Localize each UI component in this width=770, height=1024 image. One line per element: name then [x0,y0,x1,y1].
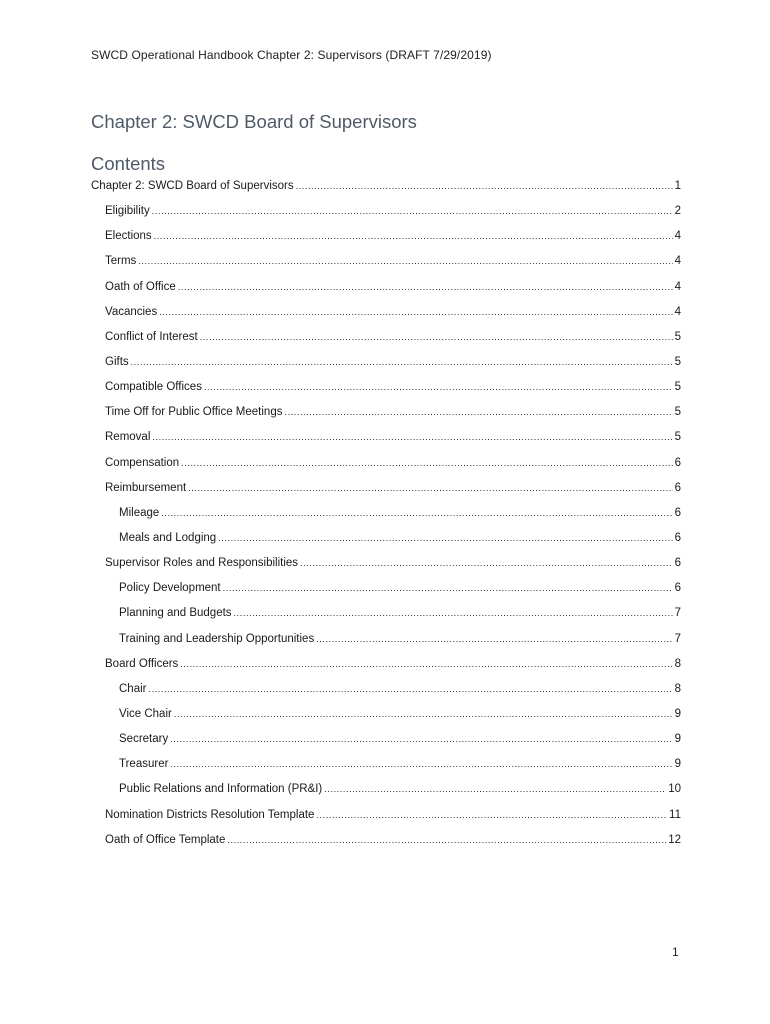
toc-entry-page-number[interactable]: 6 [674,557,681,570]
toc-entry-label[interactable]: Nomination Districts Resolution Template [105,808,315,821]
toc-entry-label[interactable]: Vacancies [105,305,158,318]
toc-entry-page-number[interactable]: 5 [674,381,681,394]
table-of-contents [91,180,681,859]
toc-leader-dots [152,207,673,216]
toc-entry-page-number[interactable]: 4 [674,230,681,243]
toc-entry-label[interactable]: Oath of Office [105,280,176,293]
toc-leader-dots [223,584,673,593]
toc-entry[interactable] [91,809,681,834]
contents-heading: Contents [91,153,166,174]
toc-entry[interactable] [91,783,681,808]
toc-leader-dots [159,308,672,317]
toc-entry-page-number[interactable]: 10 [668,783,681,796]
page-number: 1 [672,945,679,959]
toc-leader-dots [174,710,673,719]
toc-entry-label[interactable]: Public Relations and Information (PR&I) [119,783,323,796]
toc-leader-dots [152,433,672,442]
toc-entry-page-number[interactable]: 9 [674,707,681,720]
toc-entry[interactable] [91,431,681,456]
toc-entry-page-number[interactable]: 5 [674,431,681,444]
toc-leader-dots [316,635,672,644]
toc-leader-dots [200,333,673,342]
toc-entry-page-number[interactable]: 4 [674,255,681,268]
toc-leader-dots [188,484,672,493]
toc-leader-dots [204,383,673,392]
toc-leader-dots [284,408,672,417]
toc-entry-label[interactable]: Mileage [119,506,160,519]
toc-leader-dots [161,509,672,518]
toc-entry[interactable] [91,834,681,859]
toc-entry-label[interactable]: Conflict of Interest [105,330,198,343]
toc-entry-label[interactable]: Time Off for Public Office Meetings [105,406,283,419]
toc-entry-label[interactable]: Removal [105,431,151,444]
toc-leader-dots [178,283,673,292]
toc-entry-label[interactable]: Treasurer [119,758,169,771]
toc-leader-dots [131,358,673,367]
toc-entry[interactable] [91,406,681,431]
toc-entry-label[interactable]: Compatible Offices [105,381,202,394]
toc-entry-page-number[interactable]: 7 [674,632,681,645]
toc-entry[interactable] [91,557,681,582]
toc-entry-page-number[interactable]: 12 [668,833,681,846]
toc-entry[interactable] [91,281,681,306]
toc-entry[interactable] [91,180,681,205]
toc-leader-dots [138,257,672,266]
toc-leader-dots [170,760,672,769]
toc-entry[interactable] [91,532,681,557]
toc-entry-label[interactable]: Elections [105,230,152,243]
toc-entry-page-number[interactable]: 6 [674,456,681,469]
toc-leader-dots [148,685,672,694]
toc-entry-label[interactable]: Vice Chair [119,707,172,720]
toc-entry[interactable] [91,457,681,482]
toc-entry-label[interactable]: Planning and Budgets [119,607,232,620]
toc-entry[interactable] [91,230,681,255]
toc-entry[interactable] [91,733,681,758]
toc-leader-dots [300,559,673,568]
toc-entry-label[interactable]: Policy Development [119,582,221,595]
toc-entry-label[interactable]: Chapter 2: SWCD Board of Supervisors [91,180,294,192]
toc-leader-dots [227,836,666,845]
toc-entry[interactable] [91,306,681,331]
toc-leader-dots [316,811,667,820]
toc-entry[interactable] [91,356,681,381]
toc-entry-label[interactable]: Terms [105,255,137,268]
toc-entry-page-number[interactable]: 7 [674,607,681,620]
toc-entry-page-number[interactable]: 9 [674,733,681,746]
toc-leader-dots [296,182,673,191]
toc-entry-page-number[interactable]: 5 [674,330,681,343]
toc-entry-page-number[interactable]: 5 [674,406,681,419]
toc-leader-dots [324,785,666,794]
toc-entry[interactable] [91,205,681,230]
toc-entry-page-number[interactable]: 6 [674,531,681,544]
toc-entry-label[interactable]: Eligibility [105,205,150,218]
toc-entry-label[interactable]: Board Officers [105,657,179,670]
toc-entry-page-number[interactable]: 6 [674,582,681,595]
toc-entry-page-number[interactable]: 9 [674,758,681,771]
toc-leader-dots [180,660,672,669]
toc-entry[interactable] [91,482,681,507]
toc-leader-dots [170,735,672,744]
toc-entry[interactable] [91,633,681,658]
toc-entry-page-number[interactable]: 8 [674,682,681,695]
toc-entry-page-number[interactable]: 5 [674,355,681,368]
toc-entry-page-number[interactable]: 4 [674,280,681,293]
toc-entry-page-number[interactable]: 4 [674,305,681,318]
toc-entry-page-number[interactable]: 2 [674,205,681,218]
toc-entry-label[interactable]: Supervisor Roles and Responsibilities [105,557,299,570]
toc-leader-dots [181,459,672,468]
toc-entry[interactable] [91,255,681,280]
toc-entry-page-number[interactable]: 6 [674,506,681,519]
running-header: SWCD Operational Handbook Chapter 2: Supervisors (DRAFT 7/29/2019) [91,48,492,62]
toc-entry-label[interactable]: Reimbursement [105,481,187,494]
toc-entry[interactable] [91,582,681,607]
toc-entry[interactable] [91,607,681,632]
toc-leader-dots [218,534,672,543]
toc-entry-label[interactable]: Chair [119,682,147,695]
toc-leader-dots [234,609,673,618]
toc-entry-page-number[interactable]: 8 [674,657,681,670]
toc-entry-label[interactable]: Compensation [105,456,180,469]
toc-entry[interactable] [91,683,681,708]
toc-entry[interactable] [91,758,681,783]
chapter-title: Chapter 2: SWCD Board of Supervisors [91,111,417,132]
toc-entry-label[interactable]: Meals and Lodging [119,531,217,544]
toc-entry-label[interactable]: Secretary [119,733,169,746]
toc-leader-dots [154,232,673,241]
toc-entry[interactable] [91,658,681,683]
toc-entry-page-number[interactable]: 1 [674,180,681,192]
toc-entry-page-number[interactable]: 6 [674,481,681,494]
toc-entry-label[interactable]: Oath of Office Template [105,833,226,846]
toc-entry[interactable] [91,331,681,356]
toc-entry[interactable] [91,507,681,532]
toc-entry[interactable] [91,381,681,406]
toc-entry-label[interactable]: Gifts [105,355,129,368]
toc-entry[interactable] [91,708,681,733]
toc-entry-page-number[interactable]: 11 [669,808,681,821]
toc-entry-label[interactable]: Training and Leadership Opportunities [119,632,315,645]
